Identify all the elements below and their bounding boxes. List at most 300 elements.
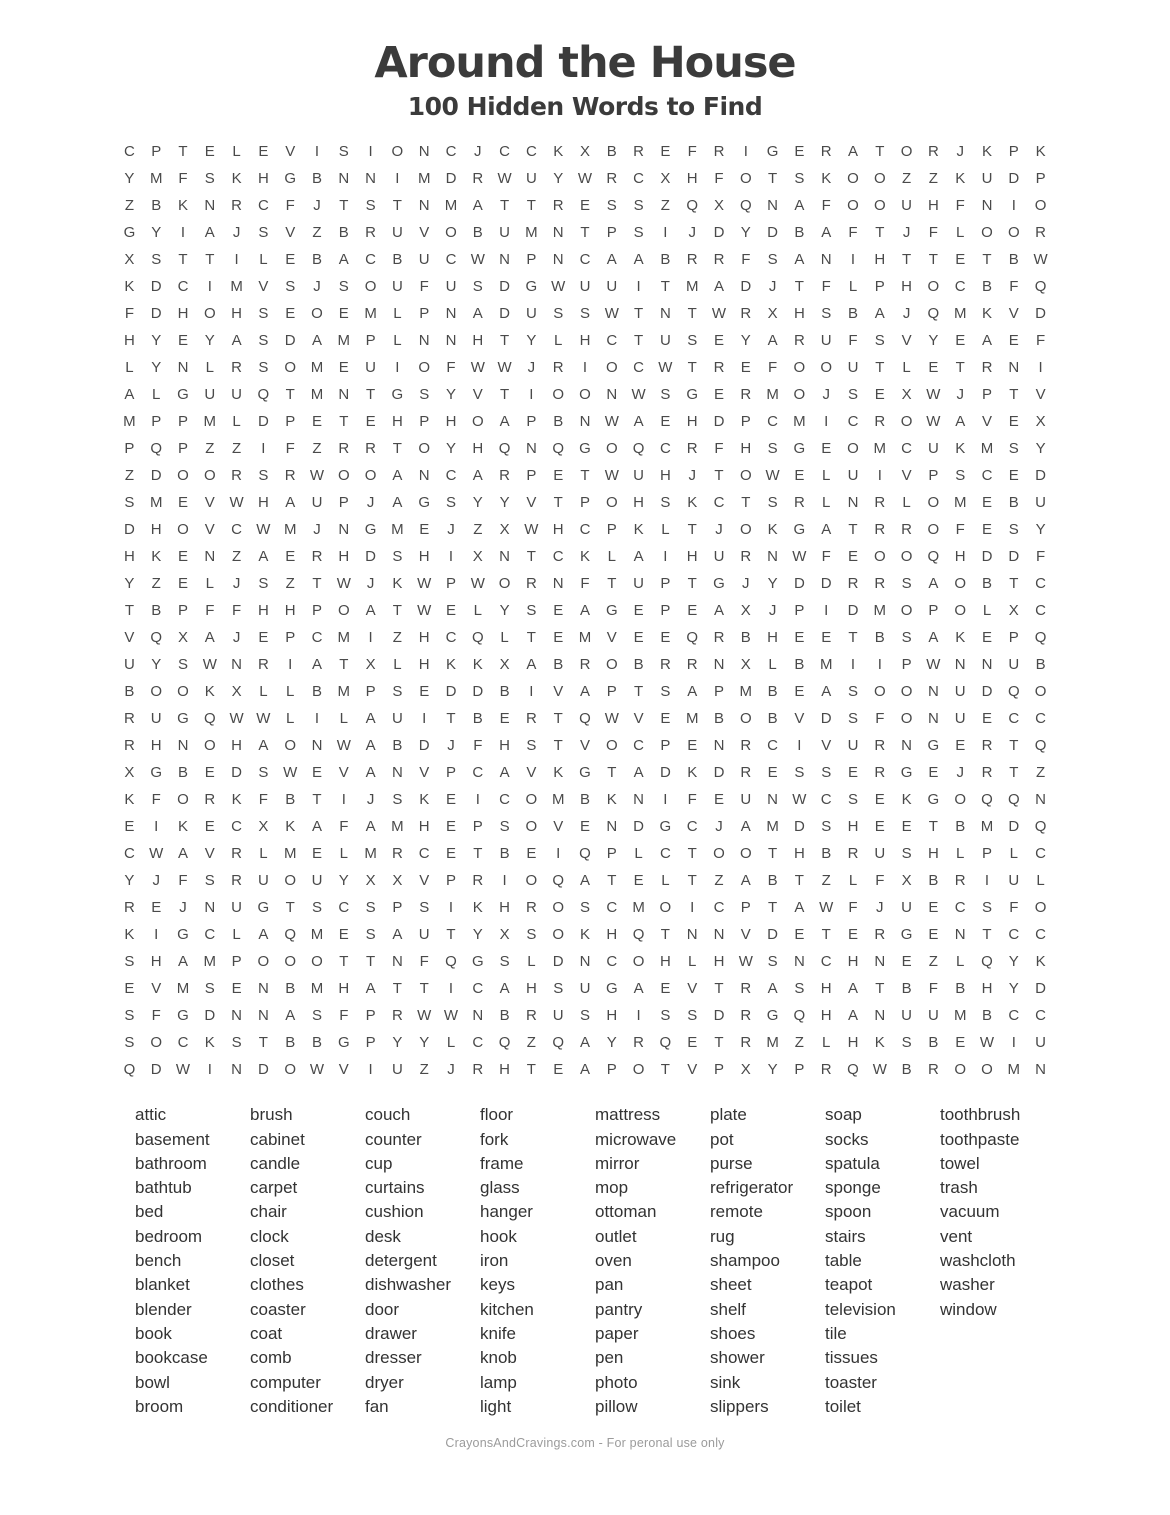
grid-letter: V <box>526 494 537 512</box>
grid-letter: A <box>579 1034 590 1052</box>
word-item: stairs <box>825 1226 866 1246</box>
grid-letter: S <box>633 224 644 242</box>
grid-letter: A <box>338 251 349 269</box>
grid-letter: M <box>525 224 538 242</box>
grid-letter: I <box>743 143 748 161</box>
grid-letter: T <box>205 251 215 269</box>
grid-letter: N <box>499 548 510 566</box>
grid-letter: J <box>447 521 455 539</box>
grid-letter: I <box>850 251 856 269</box>
grid-letter: R <box>472 170 484 188</box>
grid-letter: U <box>552 1007 564 1025</box>
grid-letter: A <box>687 683 698 701</box>
grid-letter: D <box>418 737 430 755</box>
grid-letter: H <box>606 1007 618 1025</box>
grid-letter: P <box>285 629 296 647</box>
grid-letter: C <box>659 845 671 863</box>
grid-letter: U <box>1035 1034 1046 1052</box>
grid-letter: Y <box>472 494 483 512</box>
grid-letter: Y <box>445 386 456 404</box>
grid-letter: P <box>606 521 617 539</box>
grid-letter: W <box>765 467 780 485</box>
grid-letter: Z <box>205 440 215 458</box>
grid-letter: V <box>204 845 215 863</box>
grid-letter: F <box>768 359 778 377</box>
grid-letter: D <box>1008 170 1020 188</box>
grid-letter: W <box>604 710 619 728</box>
word-item: teapot <box>825 1275 873 1295</box>
grid-letter: M <box>739 683 753 701</box>
grid-letter: J <box>447 737 455 755</box>
grid-letter: A <box>740 872 751 890</box>
grid-letter: T <box>392 602 402 620</box>
grid-letter: E <box>928 926 939 944</box>
grid-letter: K <box>767 521 778 539</box>
grid-letter: T <box>526 548 536 566</box>
grid-letter: S <box>660 386 671 404</box>
grid-letter: T <box>875 980 885 998</box>
grid-letter: R <box>365 224 376 242</box>
grid-letter: H <box>686 548 698 566</box>
grid-letter: N <box>365 170 376 188</box>
grid-letter: C <box>579 521 591 539</box>
grid-letter: I <box>341 791 346 809</box>
grid-letter: T <box>553 737 563 755</box>
grid-letter: W <box>256 521 271 539</box>
grid-letter: F <box>821 278 831 296</box>
grid-letter: S <box>204 980 215 998</box>
grid-letter: M <box>417 170 431 188</box>
grid-letter: V <box>553 683 564 701</box>
grid-letter: U <box>579 980 591 998</box>
grid-letter: Q <box>632 926 645 944</box>
grid-letter: G <box>927 737 940 755</box>
grid-letter: A <box>606 251 617 269</box>
grid-letter: L <box>902 359 911 377</box>
grid-letter: G <box>391 386 404 404</box>
grid-letter: L <box>1036 872 1045 890</box>
grid-letter: H <box>981 980 993 998</box>
grid-letter: I <box>582 359 588 377</box>
grid-letter: F <box>848 332 858 350</box>
grid-letter: H <box>767 629 778 647</box>
grid-letter: G <box>579 440 591 458</box>
grid-letter: Y <box>499 494 510 512</box>
word-item: shower <box>710 1348 765 1368</box>
grid-letter: T <box>526 197 536 215</box>
grid-letter: E <box>901 953 912 971</box>
grid-letter: F <box>339 1007 349 1025</box>
grid-letter: S <box>579 1007 590 1025</box>
grid-letter: J <box>152 872 160 890</box>
grid-letter: I <box>984 872 990 890</box>
grid-letter: C <box>231 818 242 836</box>
grid-letter: H <box>123 548 135 566</box>
grid-letter: E <box>445 602 456 620</box>
grid-letter: U <box>606 278 618 296</box>
grid-letter: K <box>1035 143 1046 161</box>
word-column <box>825 1103 940 1419</box>
grid-letter: N <box>231 1007 242 1025</box>
grid-letter: K <box>285 818 296 836</box>
grid-letter: P <box>713 1061 724 1079</box>
grid-letter: C <box>606 899 618 917</box>
grid-letter: W <box>443 1007 459 1025</box>
grid-letter: X <box>1035 413 1046 431</box>
grid-letter: E <box>579 818 590 836</box>
grid-letter: C <box>954 278 966 296</box>
word-item: vacuum <box>940 1202 1000 1222</box>
grid-letter: Y <box>767 575 778 593</box>
grid-letter: E <box>258 629 269 647</box>
grid-letter: I <box>234 251 239 269</box>
grid-letter: C <box>767 413 778 431</box>
grid-letter: X <box>231 683 242 701</box>
grid-letter: O <box>203 737 216 755</box>
grid-letter: A <box>392 926 403 944</box>
grid-letter: Q <box>552 1034 565 1052</box>
grid-letter: E <box>874 818 885 836</box>
grid-letter: M <box>980 440 994 458</box>
grid-letter: Z <box>928 953 938 971</box>
grid-letter: R <box>874 737 886 755</box>
grid-letter: B <box>311 683 322 701</box>
grid-letter: E <box>687 1034 698 1052</box>
grid-letter: T <box>500 386 510 404</box>
grid-letter: R <box>740 305 752 323</box>
grid-letter: O <box>739 170 752 188</box>
grid-letter: E <box>981 629 992 647</box>
grid-letter: T <box>526 1061 536 1079</box>
grid-letter: B <box>821 845 832 863</box>
word-list <box>135 1103 1170 1419</box>
grid-letter: U <box>418 926 430 944</box>
grid-letter: J <box>366 791 375 809</box>
grid-letter: B <box>338 224 349 242</box>
grid-letter: N <box>338 170 350 188</box>
grid-letter: G <box>284 170 297 188</box>
grid-letter: E <box>579 197 590 215</box>
grid-letter: P <box>579 494 590 512</box>
word-item: attic <box>135 1105 167 1125</box>
grid-letter: L <box>286 683 295 701</box>
grid-letter: C <box>552 548 564 566</box>
grid-letter: I <box>368 143 373 161</box>
grid-letter: S <box>499 953 510 971</box>
grid-letter: L <box>152 386 161 404</box>
grid-letter: T <box>634 332 644 350</box>
grid-letter: R <box>686 440 698 458</box>
grid-letter: M <box>283 521 297 539</box>
grid-letter: X <box>767 305 778 323</box>
grid-letter: R <box>740 980 752 998</box>
grid-letter: I <box>556 845 561 863</box>
grid-letter: G <box>257 899 270 917</box>
grid-letter: T <box>1009 386 1019 404</box>
grid-letter: I <box>824 413 829 431</box>
grid-letter: I <box>1011 197 1016 215</box>
grid-letter: Y <box>151 359 162 377</box>
grid-letter: H <box>445 413 457 431</box>
grid-letter: D <box>713 224 725 242</box>
grid-letter: R <box>847 575 859 593</box>
grid-letter: O <box>284 359 297 377</box>
grid-letter: E <box>285 251 296 269</box>
grid-letter: M <box>283 845 297 863</box>
grid-letter: T <box>312 791 322 809</box>
grid-letter: O <box>150 1034 163 1052</box>
grid-letter: I <box>502 872 507 890</box>
grid-letter: H <box>472 332 484 350</box>
grid-letter: W <box>551 278 566 296</box>
grid-letter: B <box>981 575 992 593</box>
word-item: couch <box>365 1105 411 1125</box>
grid-letter: L <box>339 845 348 863</box>
grid-letter: W <box>604 305 619 323</box>
grid-letter: S <box>847 791 858 809</box>
grid-letter: B <box>151 602 162 620</box>
grid-letter: D <box>981 683 993 701</box>
grid-letter: Q <box>471 629 484 647</box>
grid-letter: R <box>525 1007 537 1025</box>
grid-letter: D <box>793 818 805 836</box>
grid-letter: O <box>284 872 297 890</box>
grid-letter: R <box>740 1007 752 1025</box>
grid-letter: S <box>901 575 912 593</box>
grid-letter: I <box>877 467 882 485</box>
grid-letter: A <box>981 332 992 350</box>
word-item: clothes <box>250 1275 304 1295</box>
word-item: spatula <box>825 1153 880 1173</box>
grid-letter: O <box>739 845 752 863</box>
grid-letter: N <box>874 953 886 971</box>
grid-letter: D <box>793 575 805 593</box>
grid-letter: X <box>499 656 510 674</box>
grid-letter: H <box>847 818 859 836</box>
grid-letter: C <box>606 332 618 350</box>
grid-letter: M <box>337 332 351 350</box>
grid-letter: I <box>448 899 454 917</box>
grid-letter: R <box>981 737 993 755</box>
grid-letter: T <box>607 764 617 782</box>
grid-letter: E <box>794 683 805 701</box>
grid-letter: B <box>553 413 564 431</box>
grid-letter: F <box>419 953 429 971</box>
grid-letter: E <box>285 548 296 566</box>
grid-letter: T <box>687 845 697 863</box>
grid-letter: X <box>177 629 188 647</box>
grid-letter: Q <box>739 197 752 215</box>
grid-letter: D <box>445 170 457 188</box>
grid-letter: V <box>419 764 430 782</box>
word-item: microwave <box>595 1129 677 1149</box>
grid-letter: Q <box>579 845 591 863</box>
grid-letter: F <box>419 278 429 296</box>
grid-letter: N <box>418 197 430 215</box>
grid-letter: N <box>552 224 564 242</box>
grid-letter: E <box>311 764 322 782</box>
grid-letter: N <box>579 413 591 431</box>
word-item: photo <box>595 1372 638 1392</box>
grid-letter: E <box>847 764 858 782</box>
word-column <box>940 1103 1055 1419</box>
grid-letter: L <box>661 521 670 539</box>
grid-letter: R <box>874 926 886 944</box>
grid-letter: U <box>847 737 859 755</box>
grid-letter: E <box>151 899 162 917</box>
grid-letter: E <box>445 818 456 836</box>
grid-letter: Y <box>553 170 564 188</box>
grid-letter: Q <box>1034 818 1047 836</box>
grid-letter: S <box>204 170 215 188</box>
grid-letter: B <box>901 1061 912 1079</box>
grid-letter: K <box>124 926 135 944</box>
grid-letter: A <box>821 521 832 539</box>
grid-letter: B <box>767 872 778 890</box>
grid-letter: W <box>1033 251 1048 269</box>
word-item: pan <box>595 1275 624 1295</box>
grid-letter: U <box>418 251 430 269</box>
grid-letter: I <box>395 170 400 188</box>
grid-letter: F <box>151 1007 161 1025</box>
grid-letter: N <box>552 575 564 593</box>
grid-letter: N <box>820 251 832 269</box>
grid-letter: V <box>794 710 805 728</box>
word-item: curtains <box>365 1178 425 1198</box>
grid-letter: N <box>177 359 189 377</box>
grid-letter: F <box>848 224 858 242</box>
grid-letter: B <box>767 683 778 701</box>
word-item: shampoo <box>710 1251 780 1271</box>
grid-letter: R <box>954 872 966 890</box>
grid-letter: B <box>285 980 296 998</box>
word-item: sink <box>710 1372 741 1392</box>
grid-letter: B <box>392 251 403 269</box>
grid-letter: B <box>633 656 644 674</box>
grid-letter: A <box>365 710 376 728</box>
grid-letter: B <box>740 629 751 647</box>
grid-letter: J <box>447 1061 455 1079</box>
grid-letter: X <box>499 926 510 944</box>
word-item: slippers <box>710 1396 769 1416</box>
grid-letter: A <box>794 251 805 269</box>
grid-letter: V <box>285 224 296 242</box>
grid-letter: T <box>392 980 402 998</box>
grid-letter: K <box>955 440 966 458</box>
grid-letter: X <box>901 872 912 890</box>
grid-letter: H <box>499 899 510 917</box>
grid-letter: N <box>311 737 323 755</box>
grid-letter: O <box>552 386 565 404</box>
grid-letter: Q <box>981 791 993 809</box>
word-item: table <box>825 1251 862 1271</box>
grid-letter: O <box>873 197 886 215</box>
grid-letter: C <box>1035 1007 1046 1025</box>
grid-letter: G <box>177 386 189 404</box>
grid-letter: Q <box>203 710 216 728</box>
grid-letter: C <box>418 845 430 863</box>
grid-letter: R <box>284 467 296 485</box>
grid-letter: V <box>285 143 296 161</box>
grid-letter: R <box>231 845 242 863</box>
grid-letter: J <box>527 359 536 377</box>
grid-letter: B <box>472 710 483 728</box>
grid-letter: Z <box>312 224 322 242</box>
grid-letter: S <box>1008 521 1019 539</box>
grid-letter: D <box>284 332 296 350</box>
grid-letter: L <box>634 845 643 863</box>
grid-letter: A <box>579 872 590 890</box>
grid-letter: A <box>794 899 805 917</box>
grid-letter: S <box>794 764 805 782</box>
grid-letter: Q <box>632 440 645 458</box>
word-item: bathtub <box>135 1178 192 1198</box>
grid-letter: O <box>927 494 940 512</box>
grid-letter: E <box>794 926 805 944</box>
grid-letter: M <box>685 278 699 296</box>
grid-letter: V <box>338 1061 349 1079</box>
grid-letter: Z <box>821 872 831 890</box>
word-column <box>595 1103 710 1419</box>
grid-letter: T <box>714 467 724 485</box>
grid-letter: C <box>123 143 135 161</box>
grid-letter: A <box>713 602 724 620</box>
grid-letter: N <box>1035 791 1046 809</box>
grid-letter: T <box>902 251 912 269</box>
grid-letter: E <box>687 737 698 755</box>
grid-letter: H <box>793 305 805 323</box>
grid-letter: O <box>659 899 672 917</box>
grid-letter: S <box>1008 440 1019 458</box>
grid-letter: Y <box>1035 521 1046 539</box>
grid-letter: A <box>365 737 376 755</box>
grid-letter: H <box>633 494 644 512</box>
word-item: toothpaste <box>940 1129 1020 1149</box>
footer-credit: CrayonsAndCravings.com - For peronal use only <box>445 1436 725 1451</box>
grid-letter: I <box>824 602 829 620</box>
grid-letter: U <box>901 197 912 215</box>
grid-letter: L <box>848 872 858 890</box>
grid-letter: A <box>526 656 537 674</box>
word-item: bed <box>135 1202 164 1222</box>
grid-letter: W <box>926 413 941 431</box>
grid-letter: R <box>123 737 135 755</box>
grid-letter: E <box>231 980 242 998</box>
word-item: glass <box>480 1178 520 1198</box>
grid-letter: A <box>365 602 376 620</box>
word-item: soap <box>825 1105 862 1125</box>
grid-letter: J <box>474 143 482 161</box>
grid-letter: N <box>901 737 912 755</box>
grid-letter: H <box>686 170 698 188</box>
grid-letter: S <box>258 224 269 242</box>
grid-letter: A <box>847 980 858 998</box>
grid-letter: R <box>874 521 886 539</box>
grid-letter: M <box>873 440 887 458</box>
grid-letter: C <box>231 521 242 539</box>
grid-letter: L <box>956 224 965 242</box>
grid-letter: E <box>633 602 644 620</box>
grid-letter: R <box>552 197 564 215</box>
grid-letter: L <box>768 656 777 674</box>
word-item: detergent <box>365 1251 437 1271</box>
grid-letter: D <box>204 1007 216 1025</box>
grid-letter: O <box>954 1061 967 1079</box>
grid-letter: P <box>365 1034 376 1052</box>
grid-letter: E <box>928 899 939 917</box>
grid-letter: S <box>767 953 778 971</box>
grid-letter: E <box>177 332 188 350</box>
